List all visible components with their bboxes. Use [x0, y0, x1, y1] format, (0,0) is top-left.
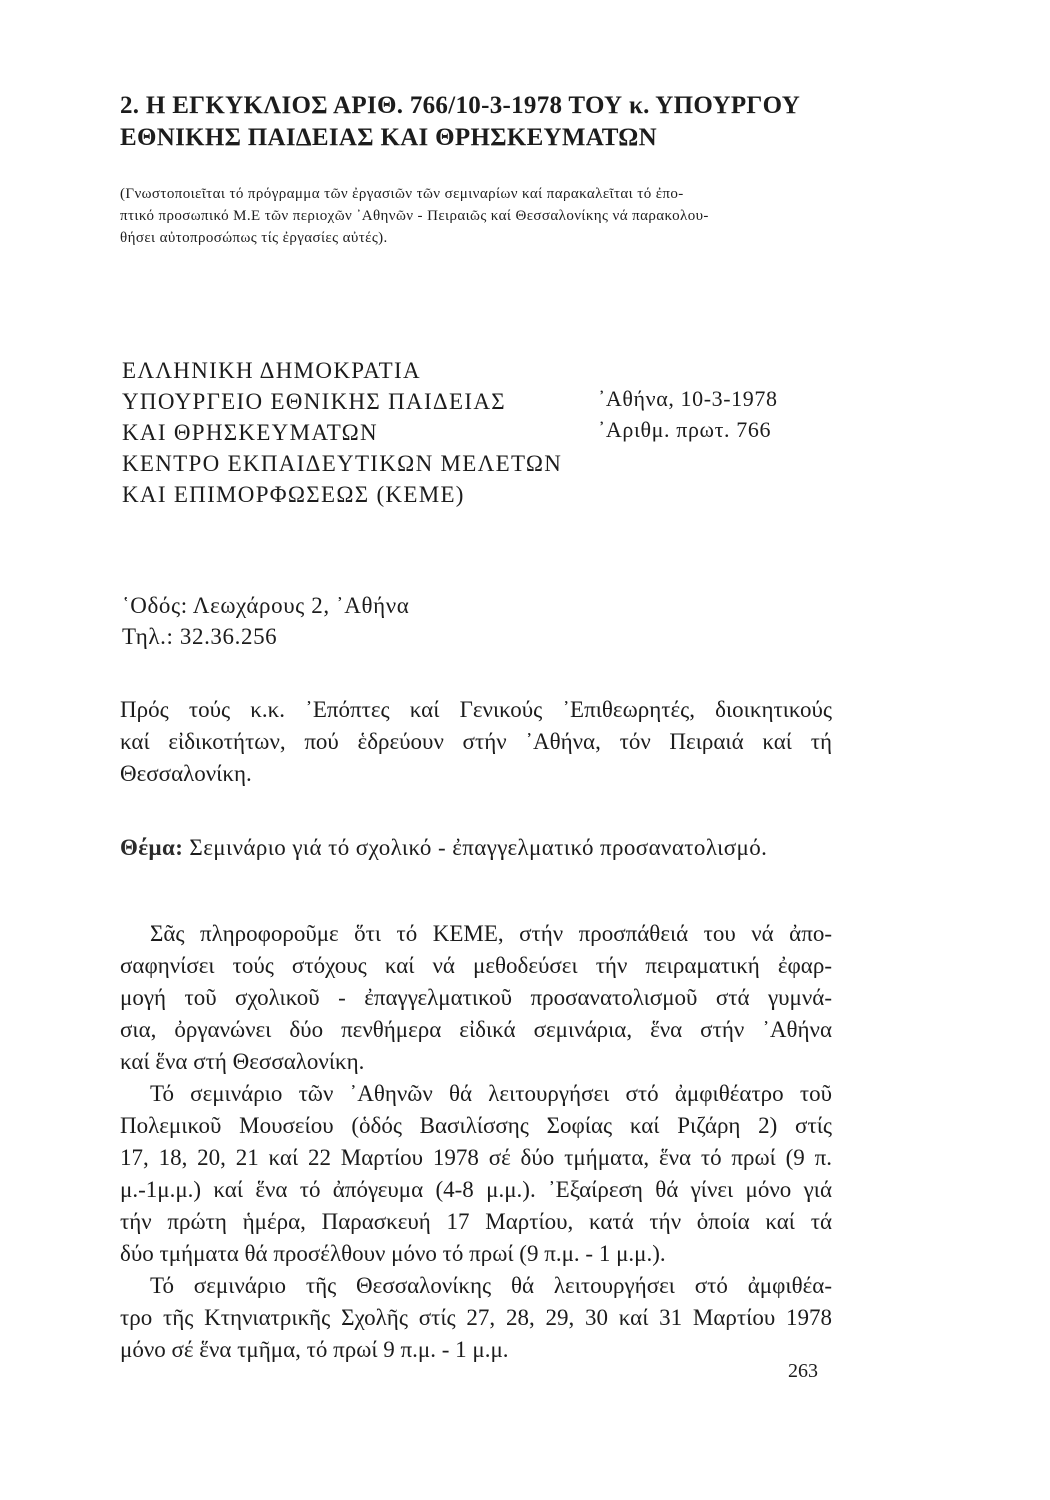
body-line: μ.-1μ.μ.) καί ἕνα τό ἀπόγευμα (4-8 μ.μ.). ᾿Εξαίρεση θά γίνει μόνο γιά	[120, 1177, 832, 1202]
date-protocol-block	[598, 383, 778, 445]
subject-label: Θέμα:	[120, 835, 184, 860]
body-line: δύο τμήματα θά προσέλθουν μόνο τό πρωί (9 π.μ. - 1 μ.μ.).	[120, 1241, 666, 1266]
subject-text: Σεμινάριο γιά τό σχολικό - ἐπαγγελματικό προσανατολισμό.	[183, 835, 768, 860]
body-line: τήν πρώτη ἡμέρα, Παρασκευή 17 Μαρτίου, κατά τήν ὁποία καί τά	[120, 1209, 832, 1234]
sender-block	[122, 355, 562, 510]
letter-body	[120, 918, 832, 1366]
page-number: 263	[788, 1360, 818, 1382]
note-line-2: πτικό προσωπικό Μ.Ε τῶν περιοχῶν ᾿Αθηνῶν - Πειραιῶς καί Θεσσαλονίκης νά παρακολου-	[120, 208, 709, 224]
note-line-1: (Γνωστοποιεῖται τό πρόγραμμα τῶν ἐργασιῶν τῶν σεμιναρίων καί παρακαλεῖται τό ἐπο-	[120, 186, 684, 202]
body-line: τρο τῆς Κτηνιατρικῆς Σχολῆς στίς 27, 28, 29, 30 καί 31 Μαρτίου 1978	[120, 1305, 832, 1330]
letter-date: ᾿Αθήνα, 10-3-1978	[598, 386, 778, 411]
editorial-note	[120, 183, 840, 249]
body-line: Τό σεμινάριο τῶν ᾿Αθηνῶν θά λειτουργήσει στό ἀμφιθέατρο τοῦ	[150, 1081, 832, 1106]
recipients-line-1: Πρός τούς κ.κ. ᾿Επόπτες καί Γενικούς ᾿Επιθεωρητές, διοικητικούς	[120, 697, 832, 722]
sender-line-2: ΥΠΟΥΡΓΕΙΟ ΕΘΝΙΚΗΣ ΠΑΙΔΕΙΑΣ	[122, 389, 506, 414]
body-line: Σᾶς πληροφοροῦμε ὅτι τό ΚΕΜΕ, στήν προσπάθειά του νά ἀπο-	[150, 921, 832, 946]
address-block	[122, 590, 409, 652]
subject-line	[120, 833, 767, 863]
street-address: ῾Οδός: Λεωχάρους 2, ᾿Αθήνα	[122, 593, 410, 618]
body-line: Τό σεμινάριο τῆς Θεσσαλονίκης θά λειτουργήσει στό ἀμφιθέα-	[150, 1273, 832, 1298]
body-line: μογή τοῦ σχολικοῦ - ἐπαγγελματικοῦ προσανατολισμοῦ στά γυμνά-	[120, 985, 832, 1010]
body-line: σια, ὀργανώνει δύο πενθήμερα εἰδικά σεμινάρια, ἕνα στήν ᾿Αθήνα	[120, 1017, 832, 1042]
body-line: σαφηνίσει τούς στόχους καί νά μεθοδεύσει τήν πειραματική ἐφαρ-	[120, 953, 832, 978]
sender-line-5: ΚΑΙ ΕΠΙΜΟΡΦΩΣΕΩΣ (ΚΕΜΕ)	[122, 482, 465, 507]
recipients-block	[120, 694, 832, 790]
body-line: καί ἕνα στή Θεσσαλονίκη.	[120, 1049, 365, 1074]
body-line: μόνο σέ ἕνα τμῆμα, τό πρωί 9 π.μ. - 1 μ.μ.	[120, 1337, 509, 1362]
recipients-line-3: Θεσσαλονίκη.	[120, 761, 252, 786]
note-line-3: θήσει αὐτοπροσώπως τίς ἐργασίες αὐτές).	[120, 230, 388, 246]
body-line: Πολεμικοῦ Μουσείου (ὁδός Βασιλίσσης Σοφίας καί Ριζάρη 2) στίς	[120, 1113, 832, 1138]
body-line: 17, 18, 20, 21 καί 22 Μαρτίου 1978 σέ δύο τμήματα, ἕνα τό πρωί (9 π.	[120, 1145, 832, 1170]
recipients-line-2: καί εἰδικοτήτων, πού ἑδρεύουν στήν ᾿Αθήνα, τόν Πειραιά καί τή	[120, 729, 832, 754]
phone-number: Τηλ.: 32.36.256	[122, 624, 278, 649]
sender-line-4: ΚΕΝΤΡΟ ΕΚΠΑΙΔΕΥΤΙΚΩΝ ΜΕΛΕΤΩΝ	[122, 451, 563, 476]
heading-line-2: ΕΘΝΙΚΗΣ ΠΑΙΔΕΙΑΣ ΚΑΙ ΘΡΗΣΚΕΥΜΑΤΩΝ	[120, 124, 657, 151]
protocol-number: ᾿Αριθμ. πρωτ. 766	[598, 417, 772, 442]
sender-line-3: ΚΑΙ ΘΡΗΣΚΕΥΜΑΤΩΝ	[122, 420, 378, 445]
sender-line-1: ΕΛΛΗΝΙΚΗ ΔΗΜΟΚΡΑΤΙΑ	[122, 358, 421, 383]
heading-line-1: 2. Η ΕΓΚΥΚΛΙΟΣ ΑΡΙΘ. 766/10-3-1978 ΤΟΥ κ. ΥΠΟΥΡΓΟΥ	[120, 92, 801, 119]
circular-heading	[120, 90, 800, 154]
